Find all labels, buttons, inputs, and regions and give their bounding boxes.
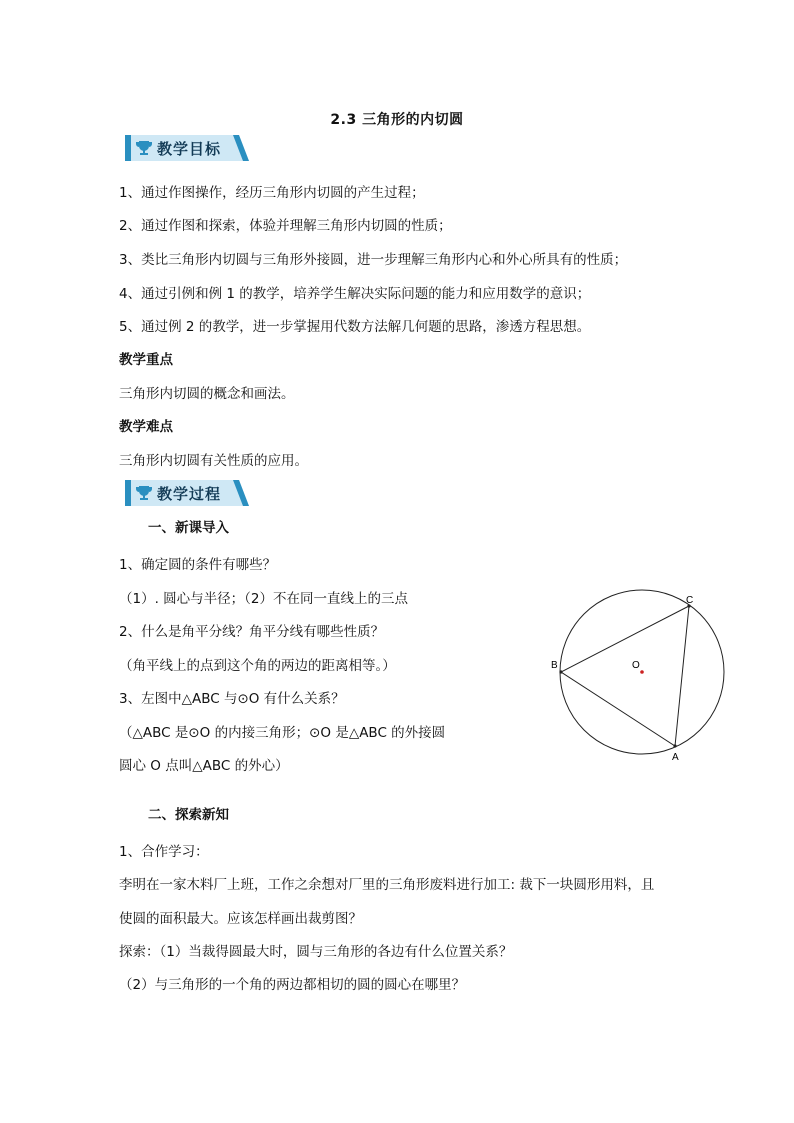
teaching-goals-banner (121, 135, 249, 161)
intro-line: 1、确定圆的条件有哪些？ (119, 557, 277, 573)
explore-line: 使圆的面积最大。应该怎样画出裁剪图？ (119, 911, 362, 927)
explore-line: 李明在一家木料厂上班，工作之余想对厂里的三角形废料进行加工: 裁下一块圆形用料，且 (119, 877, 655, 893)
goal-item: 5、通过例 2 的教学，进一步掌握用代数方法解几何题的思路，渗透方程思想。 (119, 319, 591, 335)
goal-item: 4、通过引例和例 1 的教学，培养学生解决实际问题的能力和应用数学的意识； (119, 286, 591, 302)
banner-label: 教学目标 (157, 140, 222, 158)
teaching-process-banner (121, 480, 249, 506)
circumcircle-figure (548, 588, 734, 766)
banner-label: 教学过程 (157, 485, 222, 503)
intro-line: 圆心 O 点叫△ABC 的外心） (119, 758, 289, 774)
explore-line: （2）与三角形的一个角的两边都相切的圆的圆心在哪里？ (119, 977, 466, 993)
goal-item: 2、通过作图和探索，体验并理解三角形内切圆的性质； (119, 218, 452, 234)
label-b: B (551, 660, 558, 671)
center-o-dot (640, 670, 644, 674)
intro-line: 2、什么是角平分线？角平分线有哪些性质？ (119, 624, 385, 640)
trophy-icon (134, 483, 154, 503)
intro-line: （角平线上的点到这个角的两边的距离相等。） (119, 658, 396, 674)
goal-item: 3、类比三角形内切圆与三角形外接圆，进一步理解三角形内心和外心所具有的性质； (119, 252, 628, 268)
goal-item: 1、通过作图操作，经历三角形内切圆的产生过程； (119, 185, 425, 201)
point-b (559, 670, 562, 673)
explore-line: 探索：（1）当裁得圆最大时，圆与三角形的各边有什么位置关系？ (119, 944, 513, 960)
label-o: O (632, 660, 640, 671)
triangle-abc (561, 606, 689, 746)
label-c: C (686, 595, 694, 606)
key-points-heading: 教学重点 (119, 352, 173, 368)
intro-line: （1）. 圆心与半径；（2）不在同一直线上的三点 (119, 591, 409, 607)
difficult-points-text: 三角形内切圆有关性质的应用。 (119, 453, 308, 469)
trophy-icon (134, 138, 154, 158)
circle-triangle-diagram (548, 588, 734, 766)
explore-line: 1、合作学习： (119, 844, 209, 860)
part1-heading: 一、新课导入 (148, 520, 229, 536)
page-title: 2.3 三角形的内切圆 (330, 112, 464, 128)
label-a: A (672, 752, 679, 763)
intro-line: （△ABC 是⊙O 的内接三角形；⊙O 是△ABC 的外接圆 (119, 725, 446, 741)
intro-line: 3、左图中△ABC 与⊙O 有什么关系？ (119, 691, 345, 707)
part2-heading: 二、探索新知 (148, 807, 229, 823)
difficult-points-heading: 教学难点 (119, 419, 173, 435)
key-points-text: 三角形内切圆的概念和画法。 (119, 386, 295, 402)
point-a (673, 744, 676, 747)
